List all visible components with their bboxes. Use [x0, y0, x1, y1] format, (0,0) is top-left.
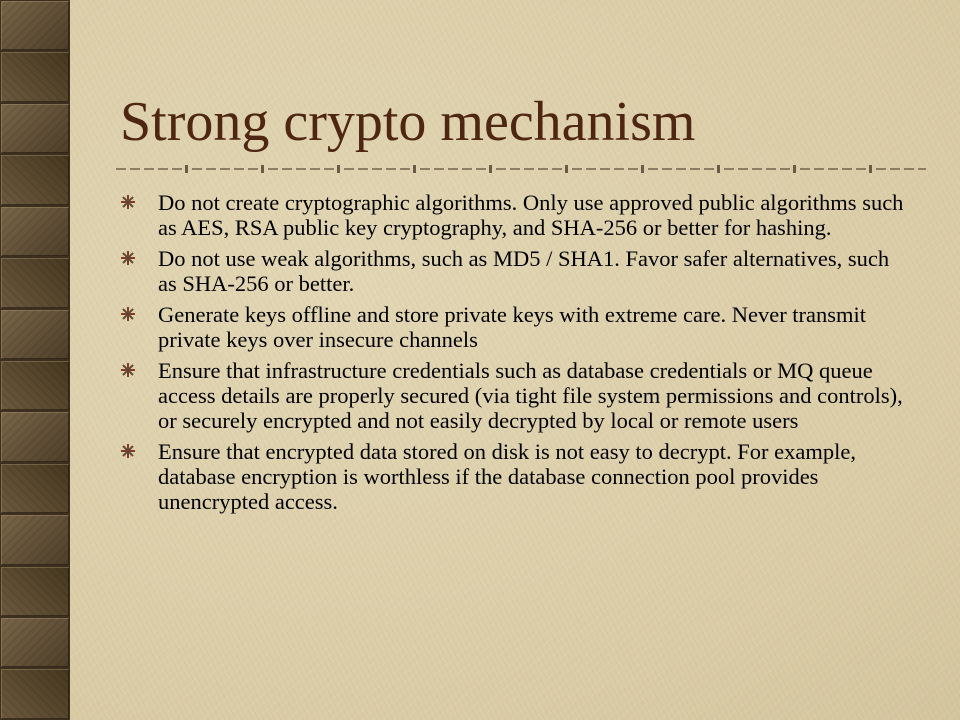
border-tile [0, 411, 70, 462]
bullet-list [120, 190, 910, 520]
border-tile [0, 463, 70, 514]
border-tile [0, 617, 70, 668]
border-tile [0, 668, 70, 719]
slide-title: Strong crypto mechanism [120, 91, 696, 153]
title-divider [116, 162, 926, 176]
bullet-text: Ensure that infrastructure credentials such as database credentials or MQ queue access details are properly secured (via tight file system permissions and controls), or securely encrypted and not easily decrypted by local or remote users [158, 358, 903, 433]
bullet-item [120, 358, 910, 433]
border-tile [0, 154, 70, 205]
border-tile [0, 257, 70, 308]
border-tile [0, 566, 70, 617]
asterisk-bullet-icon [120, 190, 158, 220]
border-tile [0, 103, 70, 154]
border-tile [0, 360, 70, 411]
asterisk-bullet-icon [120, 358, 158, 388]
bullet-text: Generate keys offline and store private keys with extreme care. Never transmit private keys over insecure channels [158, 302, 867, 352]
asterisk-bullet-icon [120, 439, 158, 469]
border-tile [0, 0, 70, 51]
decorative-left-border [0, 0, 70, 720]
border-tile [0, 309, 70, 360]
bullet-text: Do not use weak algorithms, such as MD5 / SHA1. Favor safer alternatives, such as SHA-256 or better. [158, 246, 890, 296]
border-tile [0, 206, 70, 257]
bullet-text: Ensure that encrypted data stored on disk is not easy to decrypt. For example, database encryption is worthless if the database connection pool provides unencrypted access. [158, 439, 856, 514]
bullet-item [120, 302, 910, 352]
asterisk-bullet-icon [120, 246, 158, 276]
border-tile [0, 514, 70, 565]
bullet-item [120, 190, 910, 240]
bullet-item [120, 246, 910, 296]
border-tile [0, 51, 70, 102]
bullet-text: Do not create cryptographic algorithms. Only use approved public algorithms such as AES, RSA public key cryptography, and SHA-256 or better for hashing. [158, 190, 904, 240]
bullet-item [120, 439, 910, 514]
asterisk-bullet-icon [120, 302, 158, 332]
